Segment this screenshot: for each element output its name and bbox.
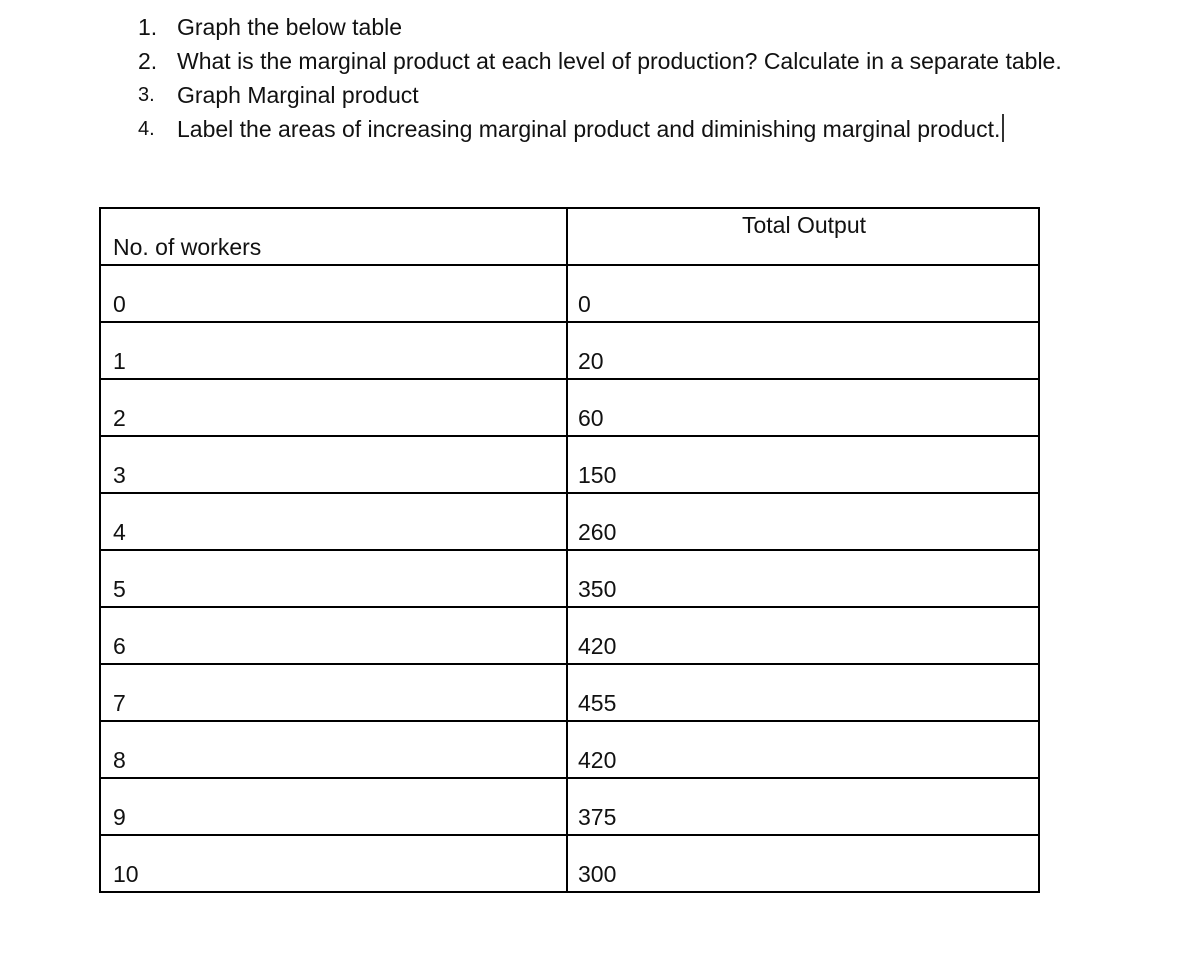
- table-row: [100, 550, 1039, 607]
- instruction-list: [138, 10, 1108, 146]
- table-row: [100, 265, 1039, 322]
- instruction-item: [138, 78, 1108, 112]
- cell-total-output[interactable]: 0: [567, 265, 1039, 322]
- header-workers[interactable]: No. of workers: [100, 208, 567, 265]
- instruction-text: Graph Marginal product: [177, 82, 419, 108]
- cell-workers[interactable]: 0: [100, 265, 567, 322]
- table-row: [100, 322, 1039, 379]
- cell-total-output[interactable]: 20: [567, 322, 1039, 379]
- header-total-output[interactable]: Total Output: [567, 208, 1039, 265]
- cell-workers[interactable]: 5: [100, 550, 567, 607]
- instruction-number: 4.: [138, 118, 155, 140]
- cell-workers[interactable]: 4: [100, 493, 567, 550]
- cell-total-output[interactable]: 350: [567, 550, 1039, 607]
- cell-workers[interactable]: 10: [100, 835, 567, 892]
- instruction-number: 3.: [138, 84, 155, 106]
- cell-workers[interactable]: 3: [100, 436, 567, 493]
- table-row: [100, 607, 1039, 664]
- table-row: [100, 721, 1039, 778]
- cell-workers[interactable]: 8: [100, 721, 567, 778]
- table-row: [100, 379, 1039, 436]
- production-table[interactable]: [99, 207, 1040, 893]
- cell-workers[interactable]: 6: [100, 607, 567, 664]
- cell-workers[interactable]: 2: [100, 379, 567, 436]
- table-row: [100, 664, 1039, 721]
- cell-workers[interactable]: 1: [100, 322, 567, 379]
- instruction-text: What is the marginal product at each level of production? Calculate in a separate table.: [177, 48, 1062, 74]
- table-header-row: [100, 208, 1039, 265]
- cell-total-output[interactable]: 260: [567, 493, 1039, 550]
- cell-workers[interactable]: 9: [100, 778, 567, 835]
- table-row: [100, 436, 1039, 493]
- cell-total-output[interactable]: 375: [567, 778, 1039, 835]
- cell-total-output[interactable]: 420: [567, 607, 1039, 664]
- cell-total-output[interactable]: 420: [567, 721, 1039, 778]
- text-cursor: [1002, 114, 1004, 142]
- cell-total-output[interactable]: 300: [567, 835, 1039, 892]
- cell-total-output[interactable]: 60: [567, 379, 1039, 436]
- instruction-item: [138, 44, 1108, 78]
- table-row: [100, 835, 1039, 892]
- instruction-number: 2.: [138, 48, 158, 74]
- cell-total-output[interactable]: 150: [567, 436, 1039, 493]
- instruction-text: Label the areas of increasing marginal product and diminishing marginal product.: [177, 116, 1001, 142]
- instruction-item: [138, 10, 1108, 44]
- instruction-item: [138, 112, 1108, 146]
- table-row: [100, 778, 1039, 835]
- cell-total-output[interactable]: 455: [567, 664, 1039, 721]
- instruction-number: 1.: [138, 14, 158, 40]
- cell-workers[interactable]: 7: [100, 664, 567, 721]
- instruction-text: Graph the below table: [177, 14, 403, 40]
- table-row: [100, 493, 1039, 550]
